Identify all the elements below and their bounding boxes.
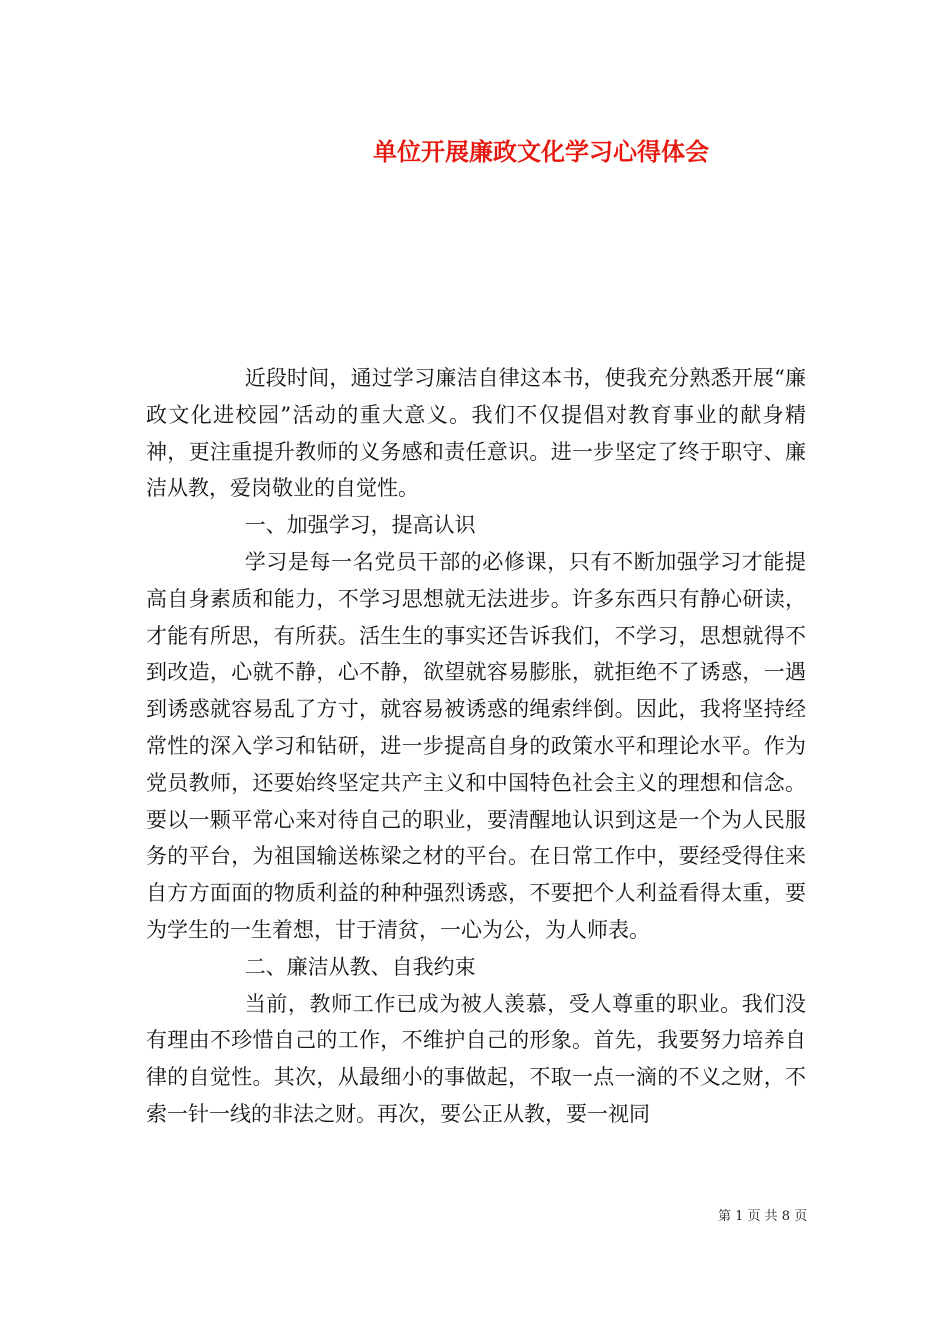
body-paragraph: 近段时间，通过学习廉洁自律这本书，使我充分熟悉开展“廉政文化进校园”活动的重大意义。我们不仅提倡对教育事业的献身精神，更注重提升教师的义务感和责任意识。进一步坚定了终于职守、廉洁从教，爱岗敬业的自觉性。 bbox=[146, 366, 806, 501]
document-title: 单位开展廉政文化学习心得体会 bbox=[373, 137, 709, 166]
section-heading: 二、廉洁从教、自我约束 bbox=[244, 954, 476, 979]
page-number-footer: 第 1 页 共 8 页 bbox=[718, 1209, 808, 1224]
section-heading: 一、加强学习，提高认识 bbox=[244, 513, 476, 538]
body-paragraph: 当前，教师工作已成为被人羡慕，受人尊重的职业。我们没有理由不珍惜自己的工作，不维护自己的形象。首先，我要努力培养自律的自觉性。其次，从最细小的事做起，不取一点一滴的不义之财，不索一针一线的非法之财。再次，要公正从教，要一视同 bbox=[146, 991, 806, 1126]
body-paragraph: 学习是每一名党员干部的必修课，只有不断加强学习才能提高自身素质和能力，不学习思想就无法进步。许多东西只有静心研读，才能有所思，有所获。活生生的事实还告诉我们，不学习，思想就得不到改造，心就不静，心不静，欲望就容易膨胀，就拒绝不了诱惑，一遇到诱惑就容易乱了方寸，就容易被诱惑的绳索绊倒。因此，我将坚持经常性的深入学习和钻研，进一步提高自身的政策水平和理论水平。作为党员教师，还要始终坚定共产主义和中国特色社会主义的理想和信念。要以一颗平常心来对待自己的职业，要清醒地认识到这是一个为人民服务的平台，为祖国输送栋梁之材的平台。在日常工作中，要经受得住来自方方面面的物质利益的种种强烈诱惑，不要把个人利益看得太重，要为学生的一生着想，甘于清贫，一心为公，为人师表。 bbox=[146, 549, 806, 942]
document-body bbox=[146, 360, 806, 1133]
